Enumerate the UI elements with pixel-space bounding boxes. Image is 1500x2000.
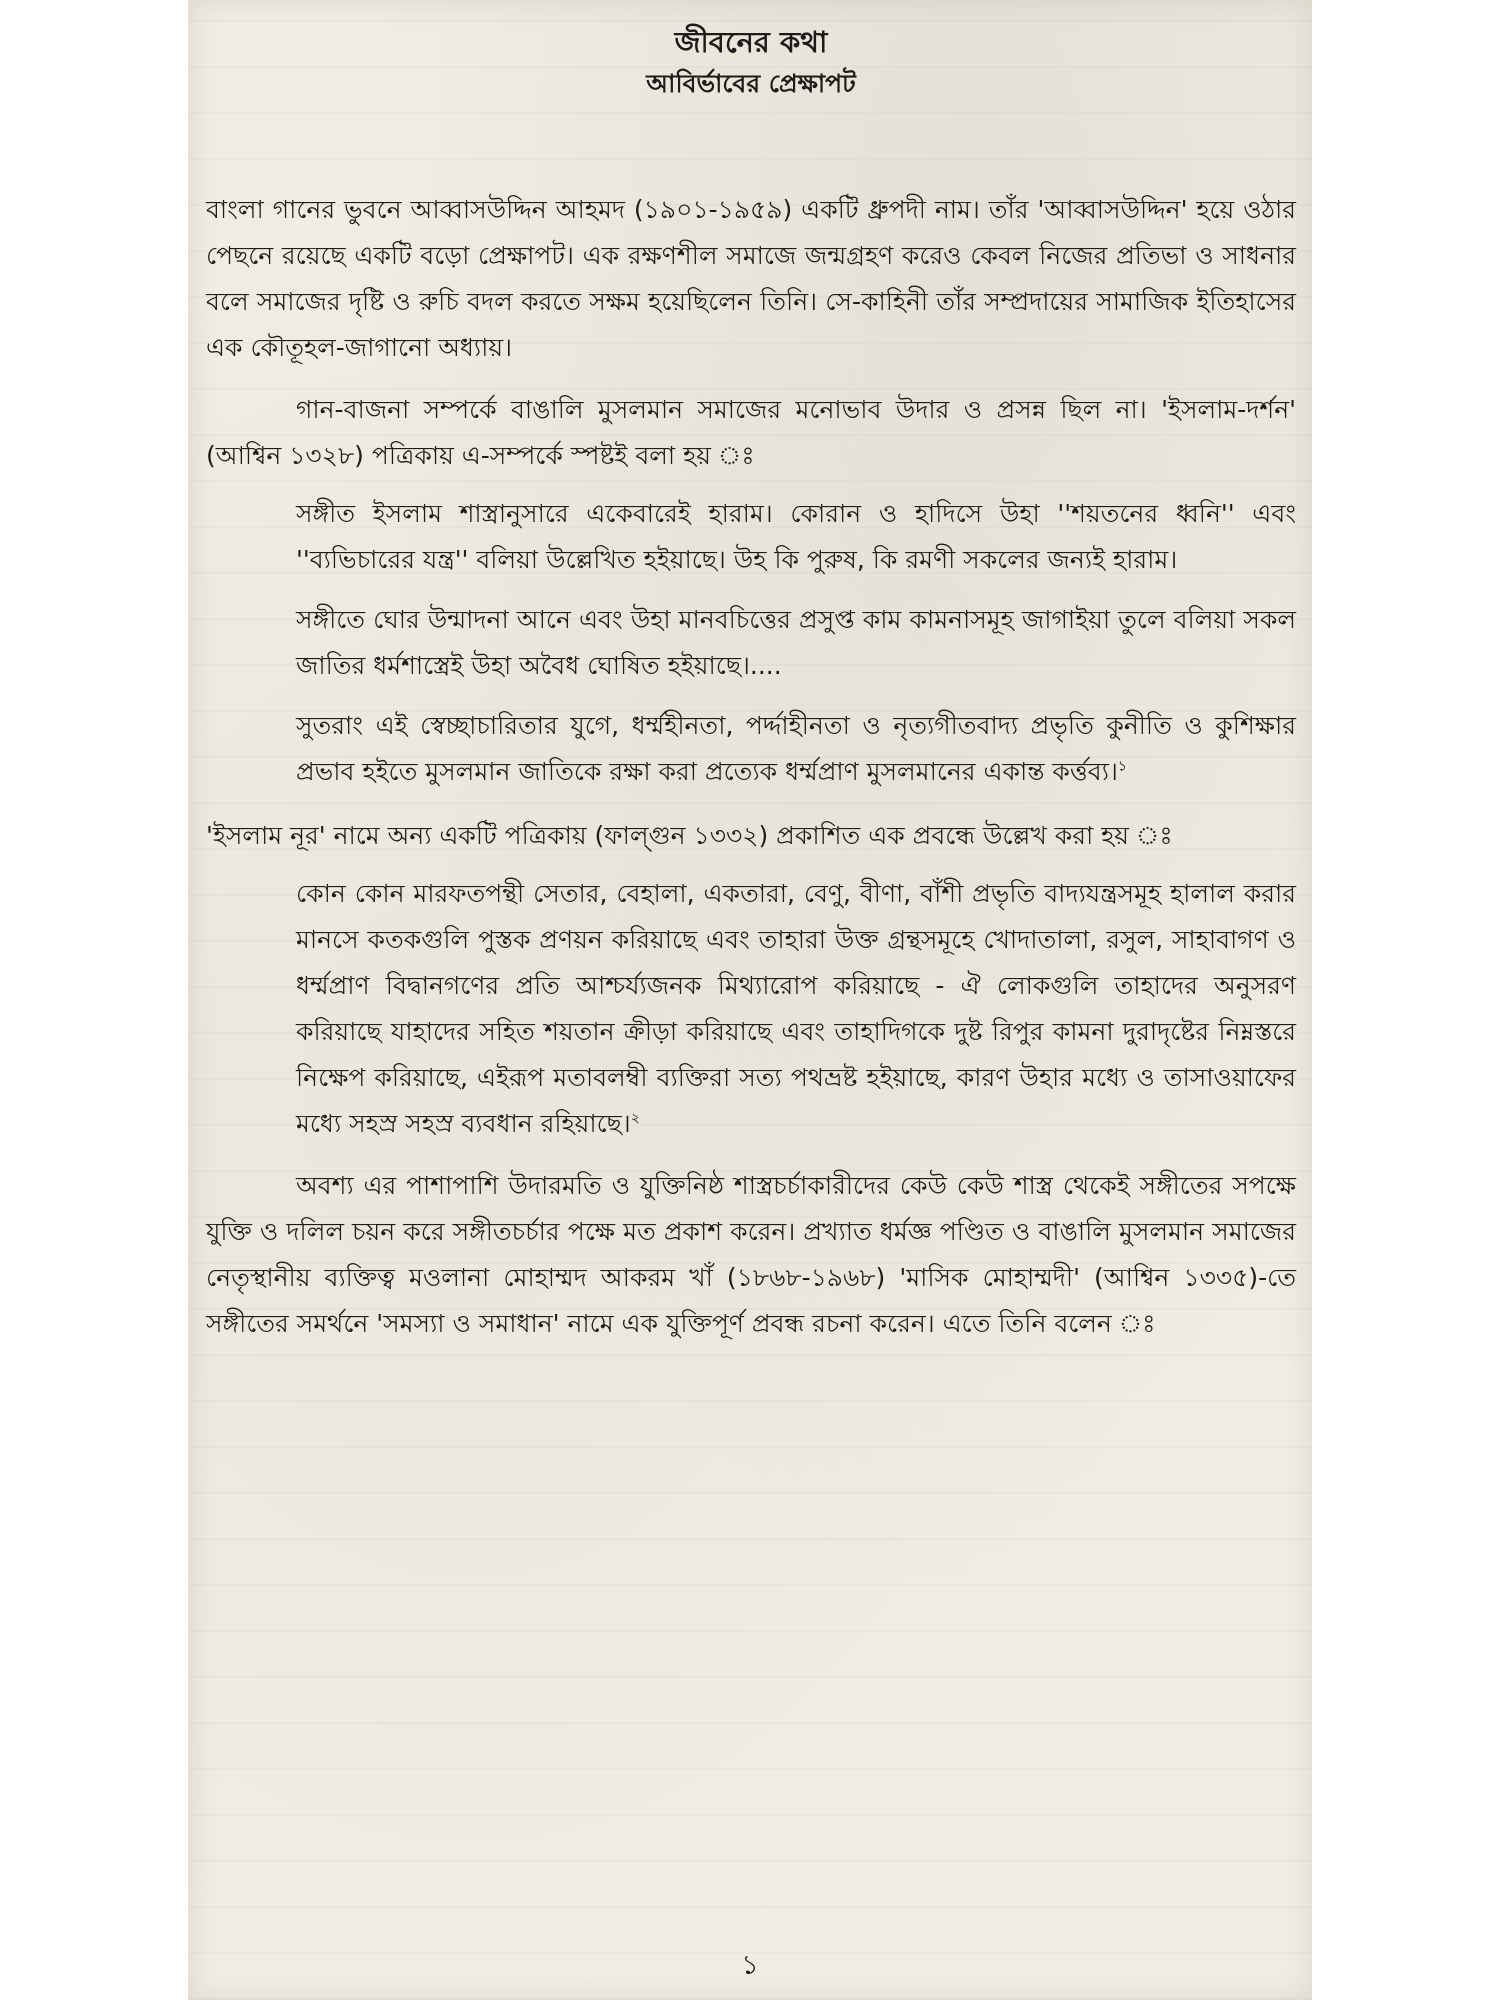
- paragraph-music-attitude: গান-বাজনা সম্পর্কে বাঙালি মুসলমান সমাজের মনোভাব উদার ও প্রসন্ন ছিল না। 'ইসলাম-দর্শন' (আশ্বিন ১৩২৮) পত্রিকায় এ-সম্পর্কে স্পষ্টই বলা হয় ঃ: [206, 395, 1296, 470]
- chapter-title: জীবনের কথা: [674, 25, 828, 59]
- header-spacer: [206, 102, 1296, 187]
- quote-islam-nur: [296, 871, 1296, 1147]
- book-page: [188, 0, 1312, 2000]
- quote-islam-darshan-3: [296, 703, 1296, 795]
- footnote-marker-1: ১: [1117, 758, 1127, 775]
- quote-islam-darshan-3-text: সুতরাং এই স্বেচ্ছাচারিতার যুগে, ধর্ম্মহীনতা, পর্দ্দাহীনতা ও নৃত্যগীতবাদ্য প্রভৃতি কুনীতি ও কুশিক্ষার প্রভাব হইতে মুসলমান জাতিকে রক্ষা করা প্রত্যেক ধর্ম্মপ্রাণ মুসলমানের একান্ত কর্ত্তব্য।: [296, 711, 1296, 786]
- paragraph-intro: বাংলা গানের ভুবনে আব্বাসউদ্দিন আহমদ (১৯০১-১৯৫৯) একটি ধ্রুপদী নাম। তাঁর 'আব্বাসউদ্দিন' হয়ে ওঠার পেছনে রয়েছে একটি বড়ো প্রেক্ষাপট। এক রক্ষণশীল সমাজে জন্মগ্রহণ করেও কেবল নিজের প্রতিভা ও সাধনার বলে সমাজের দৃষ্টি ও রুচি বদল করতে সক্ষম হয়েছিলেন তিনি। সে-কাহিনী তাঁর সম্প্রদায়ের সামাজিক ইতিহাসের এক কৌতূহল-জাগানো অধ্যায়।: [206, 195, 1296, 362]
- quote-islam-darshan-1: সঙ্গীত ইসলাম শাস্ত্রানুসারে একেবারেই হারাম। কোরান ও হাদিসে উহা ''শয়তনের ধ্বনি'' এবং ''ব্যভিচারের যন্ত্র'' বলিয়া উল্লেখিত হইয়াছে। উহ কি পুরুষ, কি রমণী সকলের জন্যই হারাম।: [296, 499, 1296, 574]
- section-subtitle: আবির্ভাবের প্রেক্ষাপট: [646, 69, 856, 98]
- paragraph-islam-nur: 'ইসলাম নূর' নামে অন্য একটি পত্রিকায় (ফাল্গুন ১৩৩২) প্রকাশিত এক প্রবন্ধে উল্লেখ করা হয় ঃ: [206, 821, 1173, 850]
- quote-islam-darshan-2: সঙ্গীতে ঘোর উন্মাদনা আনে এবং উহা মানবচিত্তের প্রসুপ্ত কাম কামনাসমূহ জাগাইয়া তুলে বলিয়া সকল জাতির ধর্মশাস্ত্রেই উহা অবৈধ ঘোষিত হইয়াছে।....: [296, 605, 1296, 680]
- paragraph-akram-khan: অবশ্য এর পাশাপাশি উদারমতি ও যুক্তিনিষ্ঠ শাস্ত্রচর্চাকারীদের কেউ কেউ শাস্ত্র থেকেই সঙ্গীতের সপক্ষে যুক্তি ও দলিল চয়ন করে সঙ্গীতচর্চার পক্ষে মত প্রকাশ করেন। প্রখ্যাত ধর্মজ্ঞ পণ্ডিত ও বাঙালি মুসলমান সমাজের নেতৃস্থানীয় ব্যক্তিত্ব মওলানা মোহাম্মদ আকরম খাঁ (১৮৬৮-১৯৬৮) 'মাসিক মোহাম্মদী' (আশ্বিন ১৩৩৫)-তে সঙ্গীতের সমর্থনে 'সমস্যা ও সমাধান' নামে এক যুক্তিপূর্ণ প্রবন্ধ রচনা করেন। এতে তিনি বলেন ঃ: [206, 1171, 1296, 1338]
- page-content: [206, 22, 1296, 1347]
- footnote-marker-2: ২: [630, 1110, 640, 1127]
- quote-islam-nur-text: কোন কোন মারফতপন্থী সেতার, বেহালা, একতারা, বেণু, বীণা, বাঁশী প্রভৃতি বাদ্যযন্ত্রসমূহ হালাল করার মানসে কতকগুলি পুস্তক প্রণয়ন করিয়াছে এবং তাহারা উক্ত গ্রন্থসমূহে খোদাতালা, রসুল, সাহাবাগণ ও ধর্ম্মপ্রাণ বিদ্বানগণের প্রতি আশ্চর্য্যজনক মিথ্যারোপ করিয়াছে - ঐ লোকগুলি তাহাদের অনুসরণ করিয়াছে যাহাদের সহিত শয়তান ক্রীড়া করিয়াছে এবং তাহাদিগকে দুষ্ট রিপুর কামনা দুরাদৃষ্টের নিম্নস্তরে নিক্ষেপ করিয়াছে, এইরূপ মতাবলম্বী ব্যক্তিরা সত্য পথভ্রষ্ট হইয়াছে, কারণ উহার মধ্যে ও তাসাওয়াফের মধ্যে সহস্র সহস্র ব্যবধান রহিয়াছে।: [296, 879, 1296, 1138]
- page-number: ১: [741, 1950, 759, 1981]
